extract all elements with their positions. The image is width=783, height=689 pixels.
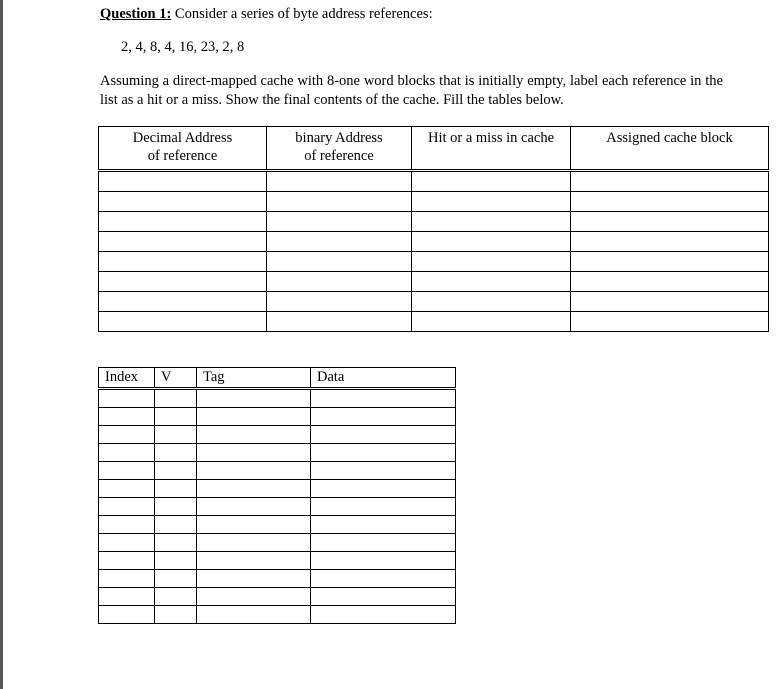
cell-valid[interactable] (155, 480, 197, 498)
cell-valid[interactable] (155, 570, 197, 588)
cell-tag[interactable] (197, 480, 311, 498)
table-row (99, 552, 456, 570)
cell-index[interactable] (99, 426, 155, 444)
cell-cache-block[interactable] (571, 171, 769, 192)
table-row (99, 588, 456, 606)
cell-valid[interactable] (155, 408, 197, 426)
table-row (99, 534, 456, 552)
cell-tag[interactable] (197, 552, 311, 570)
table-row (99, 312, 769, 332)
cell-tag[interactable] (197, 408, 311, 426)
cell-index[interactable] (99, 588, 155, 606)
table-row (99, 192, 769, 212)
cache-table-header (99, 368, 456, 389)
cell-hit-miss[interactable] (412, 292, 571, 312)
cell-cache-block[interactable] (571, 312, 769, 332)
cell-index[interactable] (99, 444, 155, 462)
header-binary-line2: of reference (304, 148, 374, 164)
cell-index[interactable] (99, 570, 155, 588)
cell-cache-block[interactable] (571, 212, 769, 232)
cell-binary[interactable] (267, 212, 412, 232)
cell-binary[interactable] (267, 232, 412, 252)
cell-tag[interactable] (197, 588, 311, 606)
cell-cache-block[interactable] (571, 272, 769, 292)
cell-data[interactable] (311, 462, 456, 480)
table-row (99, 292, 769, 312)
cell-tag[interactable] (197, 426, 311, 444)
question-title (100, 6, 433, 23)
header-tag: Tag (197, 368, 311, 389)
header-hit-or-miss: Hit or a miss in cache (412, 127, 571, 171)
header-data: Data (311, 368, 456, 389)
cell-cache-block[interactable] (571, 192, 769, 212)
cell-data[interactable] (311, 588, 456, 606)
cell-data[interactable] (311, 408, 456, 426)
table-row (99, 606, 456, 624)
cell-valid[interactable] (155, 534, 197, 552)
header-binary-address (267, 127, 412, 171)
cell-decimal[interactable] (99, 312, 267, 332)
table-row (99, 171, 769, 192)
header-index: Index (99, 368, 155, 389)
table-row (99, 212, 769, 232)
table-row (99, 444, 456, 462)
cell-decimal[interactable] (99, 252, 267, 272)
table-row (99, 498, 456, 516)
header-valid: V (155, 368, 197, 389)
cell-index[interactable] (99, 606, 155, 624)
table-row (99, 462, 456, 480)
cell-binary[interactable] (267, 192, 412, 212)
cell-hit-miss[interactable] (412, 171, 571, 192)
cell-cache-block[interactable] (571, 232, 769, 252)
cell-valid[interactable] (155, 516, 197, 534)
cell-cache-block[interactable] (571, 292, 769, 312)
cell-binary[interactable] (267, 252, 412, 272)
header-assigned-block: Assigned cache block (571, 127, 769, 171)
cell-valid[interactable] (155, 426, 197, 444)
cell-index[interactable] (99, 534, 155, 552)
table-row (99, 252, 769, 272)
cell-tag[interactable] (197, 444, 311, 462)
cell-data[interactable] (311, 570, 456, 588)
reference-table-header (99, 127, 769, 171)
cell-binary[interactable] (267, 292, 412, 312)
header-binary-line1: binary Address (295, 130, 383, 146)
question-text: Consider a series of byte address references: (171, 6, 433, 22)
cell-valid[interactable] (155, 389, 197, 408)
header-decimal-line2: of reference (147, 148, 218, 164)
table-row (99, 426, 456, 444)
cell-hit-miss[interactable] (412, 232, 571, 252)
cache-contents-table (98, 367, 456, 624)
cell-valid[interactable] (155, 498, 197, 516)
cell-index[interactable] (99, 516, 155, 534)
cell-data[interactable] (311, 552, 456, 570)
cell-tag[interactable] (197, 570, 311, 588)
table-row (99, 408, 456, 426)
cell-valid[interactable] (155, 444, 197, 462)
table-row (99, 570, 456, 588)
cell-tag[interactable] (197, 498, 311, 516)
cell-valid[interactable] (155, 588, 197, 606)
cell-index[interactable] (99, 498, 155, 516)
cell-valid[interactable] (155, 552, 197, 570)
question-instructions: Assuming a direct-mapped cache with 8-one word blocks that is initially empty, label each reference in the list as a hit or a miss. Show the final contents of the cache. Fill the tables below. (100, 73, 723, 108)
cell-binary[interactable] (267, 272, 412, 292)
cell-hit-miss[interactable] (412, 212, 571, 232)
cell-valid[interactable] (155, 606, 197, 624)
cell-binary[interactable] (267, 312, 412, 332)
cell-index[interactable] (99, 389, 155, 408)
cell-index[interactable] (99, 480, 155, 498)
cell-data[interactable] (311, 389, 456, 408)
cell-decimal[interactable] (99, 192, 267, 212)
left-edge-bar (0, 0, 3, 689)
cell-valid[interactable] (155, 462, 197, 480)
cell-hit-miss[interactable] (412, 272, 571, 292)
cell-index[interactable] (99, 408, 155, 426)
cell-cache-block[interactable] (571, 252, 769, 272)
table-row (99, 389, 456, 408)
table-row (99, 232, 769, 252)
cell-index[interactable] (99, 552, 155, 570)
cell-data[interactable] (311, 498, 456, 516)
cell-hit-miss[interactable] (412, 192, 571, 212)
cell-data[interactable] (311, 426, 456, 444)
cell-hit-miss[interactable] (412, 252, 571, 272)
cell-data[interactable] (311, 444, 456, 462)
cell-decimal[interactable] (99, 232, 267, 252)
cell-data[interactable] (311, 606, 456, 624)
cell-tag[interactable] (197, 389, 311, 408)
cell-tag[interactable] (197, 606, 311, 624)
reference-table (98, 126, 769, 332)
question-label: Question 1: (100, 6, 172, 22)
cell-data[interactable] (311, 534, 456, 552)
cell-binary[interactable] (267, 171, 412, 192)
table-row (99, 272, 769, 292)
cell-index[interactable] (99, 462, 155, 480)
cell-data[interactable] (311, 480, 456, 498)
cell-decimal[interactable] (99, 171, 267, 192)
address-sequence: 2, 4, 8, 4, 16, 23, 2, 8 (121, 39, 245, 55)
cell-tag[interactable] (197, 462, 311, 480)
table-row (99, 516, 456, 534)
cell-tag[interactable] (197, 516, 311, 534)
header-decimal-line1: Decimal Address (132, 130, 233, 146)
cell-tag[interactable] (197, 534, 311, 552)
cell-decimal[interactable] (99, 292, 267, 312)
cell-decimal[interactable] (99, 212, 267, 232)
cell-decimal[interactable] (99, 272, 267, 292)
cell-hit-miss[interactable] (412, 312, 571, 332)
table-row (99, 480, 456, 498)
header-decimal-address (99, 127, 267, 171)
cell-data[interactable] (311, 516, 456, 534)
